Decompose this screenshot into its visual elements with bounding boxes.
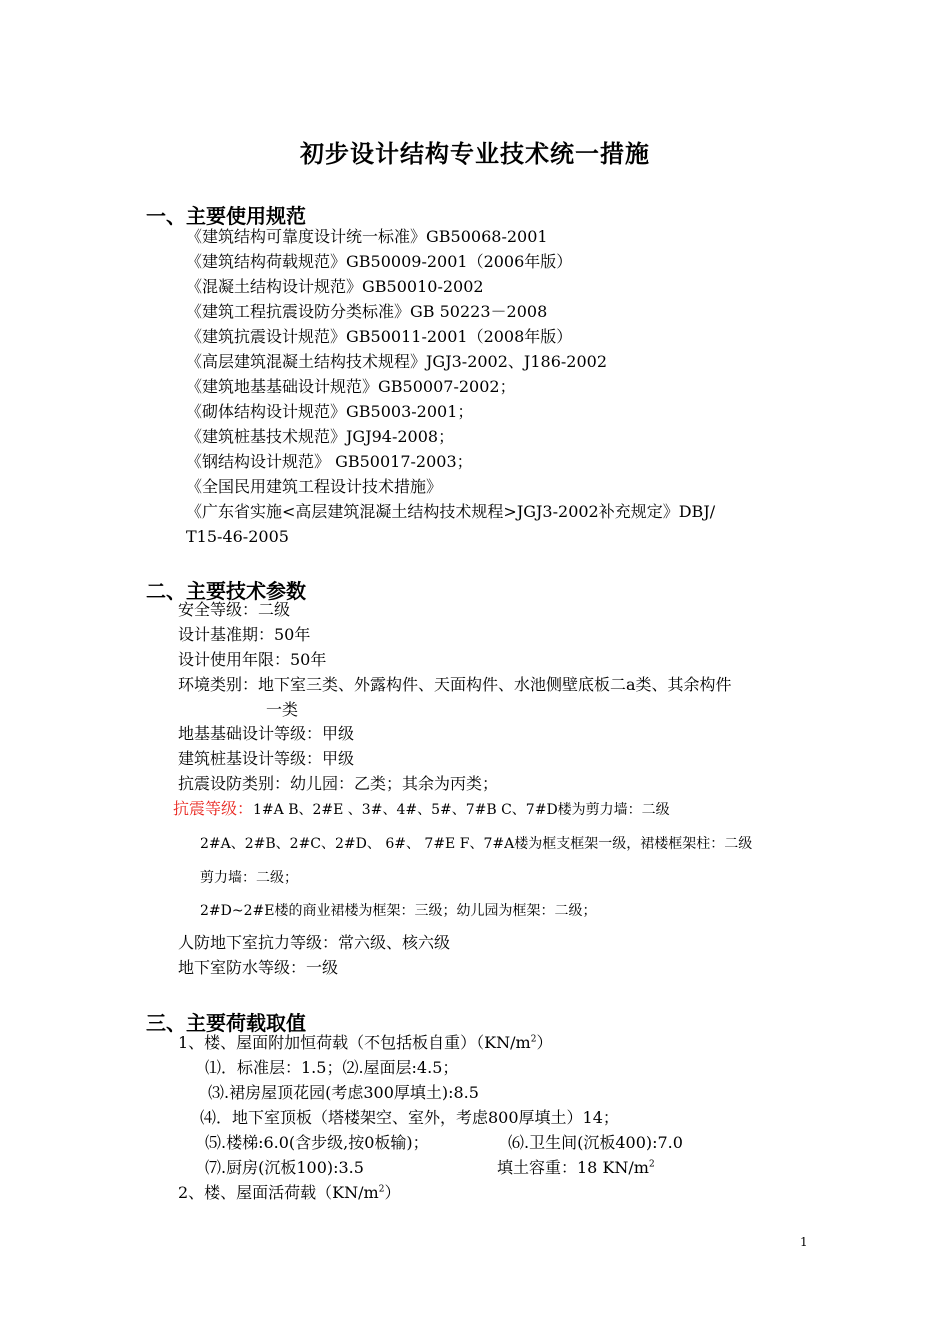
superscript: 2 [648, 1159, 655, 1170]
code-item: 《广东省实施<高层建筑混凝土结构技术规程>JGJ3-2002补充规定》DBJ/ [186, 502, 716, 521]
code-item: 《建筑结构荷载规范》GB50009-2001（2006年版） [186, 252, 573, 271]
page-number: 1 [800, 1235, 808, 1249]
seismic-grade-line: 2#D~2#E楼的商业裙楼为框架：三级；幼儿园为框架：二级； [200, 903, 597, 919]
code-item: 《钢结构设计规范》 GB50017-2003； [186, 452, 473, 471]
load-item-text: 1、楼、屋面附加恒荷载（不包括板自重）（KN/m [178, 1033, 531, 1052]
code-item: 《建筑结构可靠度设计统一标准》GB50068-2001 [186, 227, 548, 246]
load-subitem: ⑸.楼梯:6.0(含步级,按0板输)； [205, 1133, 429, 1152]
param-item-continuation: 一类 [266, 700, 299, 719]
code-item: 《高层建筑混凝土结构技术规程》JGJ3-2002、J186-2002 [186, 352, 607, 371]
section-heading-parameters: 二、主要技术参数 [146, 579, 306, 603]
load-item [178, 1033, 552, 1053]
param-item: 设计基准期：50年 [178, 625, 311, 644]
param-item: 抗震设防类别：幼儿园：乙类；其余为丙类； [178, 774, 499, 793]
code-item: 《建筑工程抗震设防分类标准》GB 50223－2008 [186, 302, 548, 321]
load-subitem: ⑶.裙房屋顶花园(考虑300厚填土):8.5 [208, 1083, 479, 1102]
seismic-grade-line [173, 799, 670, 820]
seismic-grade-label: 抗震等级： [173, 799, 254, 818]
load-item-end: ） [536, 1033, 553, 1052]
load-subitem: ⑹.卫生间(沉板400):7.0 [508, 1133, 683, 1152]
param-item: 地基基础设计等级：甲级 [178, 724, 355, 743]
code-item: 《全国民用建筑工程设计技术措施》 [186, 477, 443, 496]
load-item-end: ） [384, 1183, 401, 1202]
code-item: 《砌体结构设计规范》GB5003-2001； [186, 402, 474, 421]
load-item-text: 2、楼、屋面活荷载（KN/m [178, 1183, 379, 1202]
param-item: 环境类别：地下室三类、外露构件、天面构件、水池侧壁底板二a类、其余构件 [178, 675, 732, 694]
param-item: 地下室防水等级：一级 [178, 958, 339, 977]
seismic-grade-text: 1#A B、2#E 、3#、4#、5#、7#B C、7#D楼为剪力墙：二级 [253, 802, 670, 818]
document-title: 初步设计结构专业技术统一措施 [300, 140, 650, 168]
load-subitem [497, 1158, 655, 1178]
code-item: 《建筑桩基技术规范》JGJ94-2008； [186, 427, 455, 446]
param-item: 设计使用年限：50年 [178, 650, 327, 669]
section-heading-codes: 一、主要使用规范 [146, 204, 306, 228]
fill-density-text: 填土容重：18 KN/m [497, 1158, 649, 1177]
load-subitem: ⑺.厨房(沉板100):3.5 [205, 1158, 364, 1177]
code-item: 《混凝土结构设计规范》GB50010-2002 [186, 277, 484, 296]
code-item: 《建筑抗震设计规范》GB50011-2001（2008年版） [186, 327, 573, 346]
superscript: 2 [530, 1034, 537, 1045]
param-item: 安全等级：二级 [178, 600, 291, 619]
code-item-continuation: T15-46-2005 [186, 527, 289, 546]
superscript: 2 [378, 1184, 385, 1195]
section-heading-loads: 三、主要荷载取值 [146, 1011, 306, 1035]
seismic-grade-line: 2#A、2#B、2#C、2#D、 6#、 7#E F、7#A楼为框支框架一级，裙楼框架柱：二级 [200, 836, 753, 852]
load-subitem: ⑴．标准层：1.5；⑵.屋面层:4.5； [205, 1058, 459, 1077]
load-item [178, 1183, 400, 1203]
param-item: 人防地下室抗力等级：常六级、核六级 [178, 933, 451, 952]
param-item: 建筑桩基设计等级：甲级 [178, 749, 355, 768]
code-item: 《建筑地基基础设计规范》GB50007-2002； [186, 377, 516, 396]
load-subitem: ⑷．地下室顶板（塔楼架空、室外，考虑800厚填土）14； [200, 1108, 619, 1127]
seismic-grade-line: 剪力墙：二级； [200, 870, 298, 886]
